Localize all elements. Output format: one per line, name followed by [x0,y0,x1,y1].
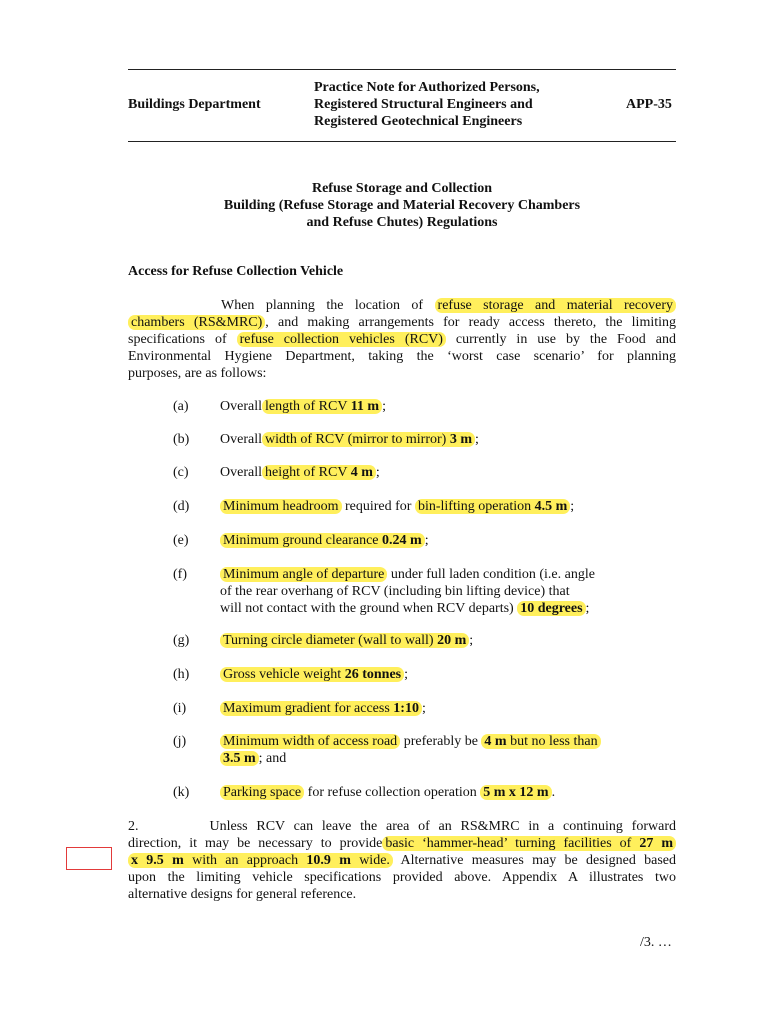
highlight: length of RCV 11 m [262,399,382,414]
document-page: Buildings Department Practice Note for Authorized Persons, Registered Structural Engineers and Registered Geotechnical Engineers APP-35 Refuse Storage and Collection Building (Refuse Storage and Material Recovery Chambers and Refuse Chutes) Regulations Access for Refuse Collection Vehicle When planning the location of refuse storage and material recovery chambers (RS&MRC) , and making arrangements for ready access thereto, the limiting specifications of refuse collection vehicles (RCV) currently in use by the Food and Environmental Hygiene Department, taking the ‘worst case scenario’ for planning purposes, are as follows: (a) Overall length of RCV 11 m ; (b) Overall width of RCV (mirror to mirror) 3 m ; (c) Overall height of RCV 4 m ; (d) Minimum headroom required for bin-lifting operation 4.5 m ; (e) Minimum ground clearance 0.24 m ; (f) Minimum angle of departure under full laden condition (i.e. angle of the rear overhang of RCV (including bin lifting device) that will not contact with the ground when RCV departs) 10 degrees ; (g) Turning circle diameter (wall to wall) 20 m ; (h) Gross vehicle weight 26 tonnes ; (i) Maximum gradient for access 1:10 ; (j) Minimum width of access road preferably be 4 m but no less than 3.5 m ; and (k) Parking space for refuse collection operation 5 m x 12 m . 2. Unless RCV can leave the area of an RS&MRC in a continuing forward direction, it may be necessary to provide basic ‘hammer-head’ turning facilities of 27 m x 9.5 m with an approach 10.9 m wide. Alternative measures may be designed based upon the limiting vehicle specifications provided above. Appendix A illustrates two alternative designs for general reference. /3. … [0,0,768,1024]
highlight: Minimum headroom [220,499,342,514]
document-title [128,180,676,231]
page-number: /3. … [640,935,672,950]
header-title-line: Registered Geotechnical Engineers [314,114,523,129]
highlight: Minimum angle of departure [220,567,387,582]
highlight: 4 m but no less than [481,734,600,749]
document-title-line: Refuse Storage and Collection [311,181,493,196]
list-item-label: (f) [173,567,187,582]
highlight: bin-lifting operation 4.5 m [415,499,570,514]
highlight: Parking space [220,785,304,800]
paragraph-2 [128,818,676,903]
list-item-label: (b) [173,432,190,447]
paragraph-line: alternative designs for general reference. [128,887,357,902]
list-item-label: (k) [173,785,190,800]
highlight: width of RCV (mirror to mirror) 3 m [262,432,475,447]
paragraph-line: direction, it may be necessary to provide basic ‘hammer-head’ turning facilities of 27 m [128,835,676,852]
list-item-label: (i) [173,701,187,716]
list-item-label: (g) [173,633,190,648]
list-item-label: (c) [173,465,189,480]
highlight: basic ‘hammer-head’ turning facilities of 27 m [382,836,676,851]
paragraph-line: Environmental Hygiene Department, taking the ‘worst case scenario’ for planning [128,349,676,364]
list-item-label: (a) [173,399,189,414]
header-code: APP-35 [626,97,672,112]
highlight: Gross vehicle weight 26 tonnes [220,667,404,682]
highlight: refuse collection vehicles (RCV) [237,332,446,347]
document-title-line: Building (Refuse Storage and Material Recovery Chambers [223,198,581,213]
highlight: height of RCV 4 m [262,465,376,480]
paragraph-line: chambers (RS&MRC) , and making arrangements for ready access thereto, the limiting [128,314,676,331]
paragraph-line: purposes, are as follows: [128,366,267,381]
document-title-line: and Refuse Chutes) Regulations [306,215,498,230]
header-title-line: Registered Structural Engineers and [314,97,533,112]
highlight: Minimum ground clearance 0.24 m [220,533,425,548]
highlight: Minimum width of access road [220,734,400,749]
highlight: x 9.5 m with an approach 10.9 m wide. [128,853,393,868]
paragraph-number: 2. [128,819,139,834]
header-bottom-rule [128,141,676,142]
header-top-rule [128,69,676,70]
list-item-label: (d) [173,499,190,514]
paragraph-line: specifications of refuse collection vehicles (RCV) currently in use by the Food and [128,332,676,347]
highlight: 10 degrees [517,601,585,616]
header-title [314,79,540,130]
highlight: Turning circle diameter (wall to wall) 20 m [220,633,469,648]
highlight: refuse storage and material recovery [435,298,676,313]
paragraph-line: When planning the location of refuse storage and material recovery [128,297,676,314]
paragraph-line: upon the limiting vehicle specifications provided above. Appendix A illustrates two [128,870,676,885]
paragraph-line: 2. Unless RCV can leave the area of an RS&MRC in a continuing forward [128,819,676,834]
highlight: Maximum gradient for access 1:10 [220,701,422,716]
paragraph-line: x 9.5 m with an approach 10.9 m wide. Alternative measures may be designed based [128,852,676,869]
header-department: Buildings Department [128,97,261,112]
list-item-label: (j) [173,734,187,749]
annotation-box [66,847,112,870]
highlight: 5 m x 12 m [480,785,551,800]
highlight: 3.5 m [220,751,259,766]
header-title-line: Practice Note for Authorized Persons, [314,80,540,95]
highlight: chambers (RS&MRC) [128,315,265,330]
paragraph-1 [128,297,676,382]
section-heading: Access for Refuse Collection Vehicle [128,264,344,279]
list-item-label: (e) [173,533,189,548]
list-item-label: (h) [173,667,190,682]
